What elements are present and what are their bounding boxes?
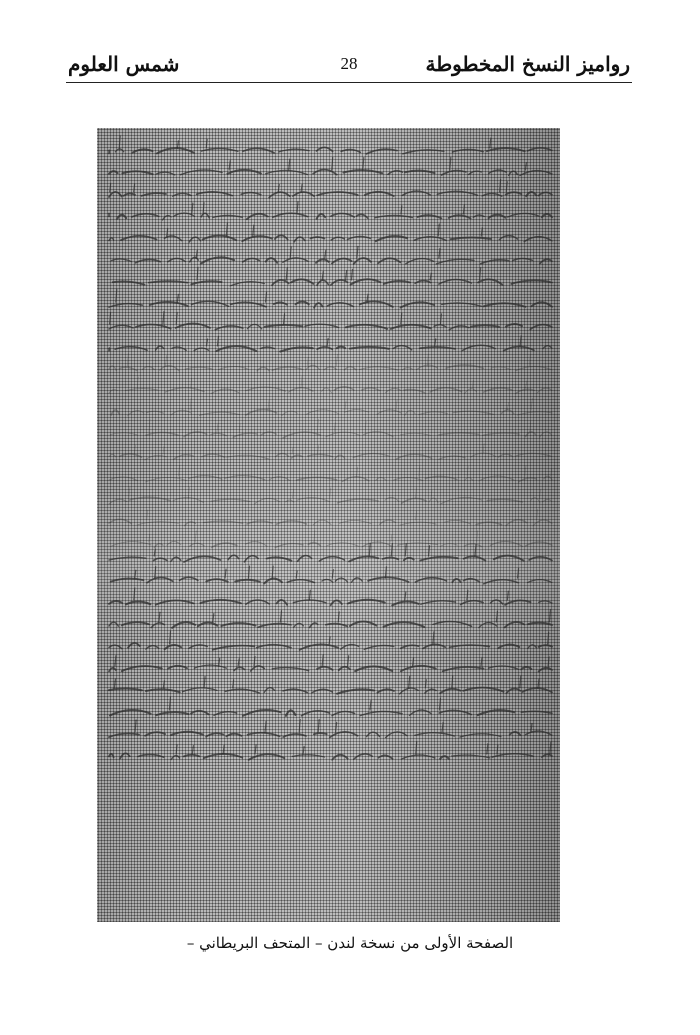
handwriting-strokes <box>97 128 560 922</box>
author-name: شمس العلوم <box>68 52 180 76</box>
book-title: رواميز النسخ المخطوطة <box>425 52 630 76</box>
figure-caption: الصفحة الأولى من نسخة لندن – المتحف البريطاني – <box>186 934 514 952</box>
page-number: 28 <box>340 54 358 73</box>
manuscript-image <box>97 128 560 922</box>
running-header <box>66 50 632 83</box>
